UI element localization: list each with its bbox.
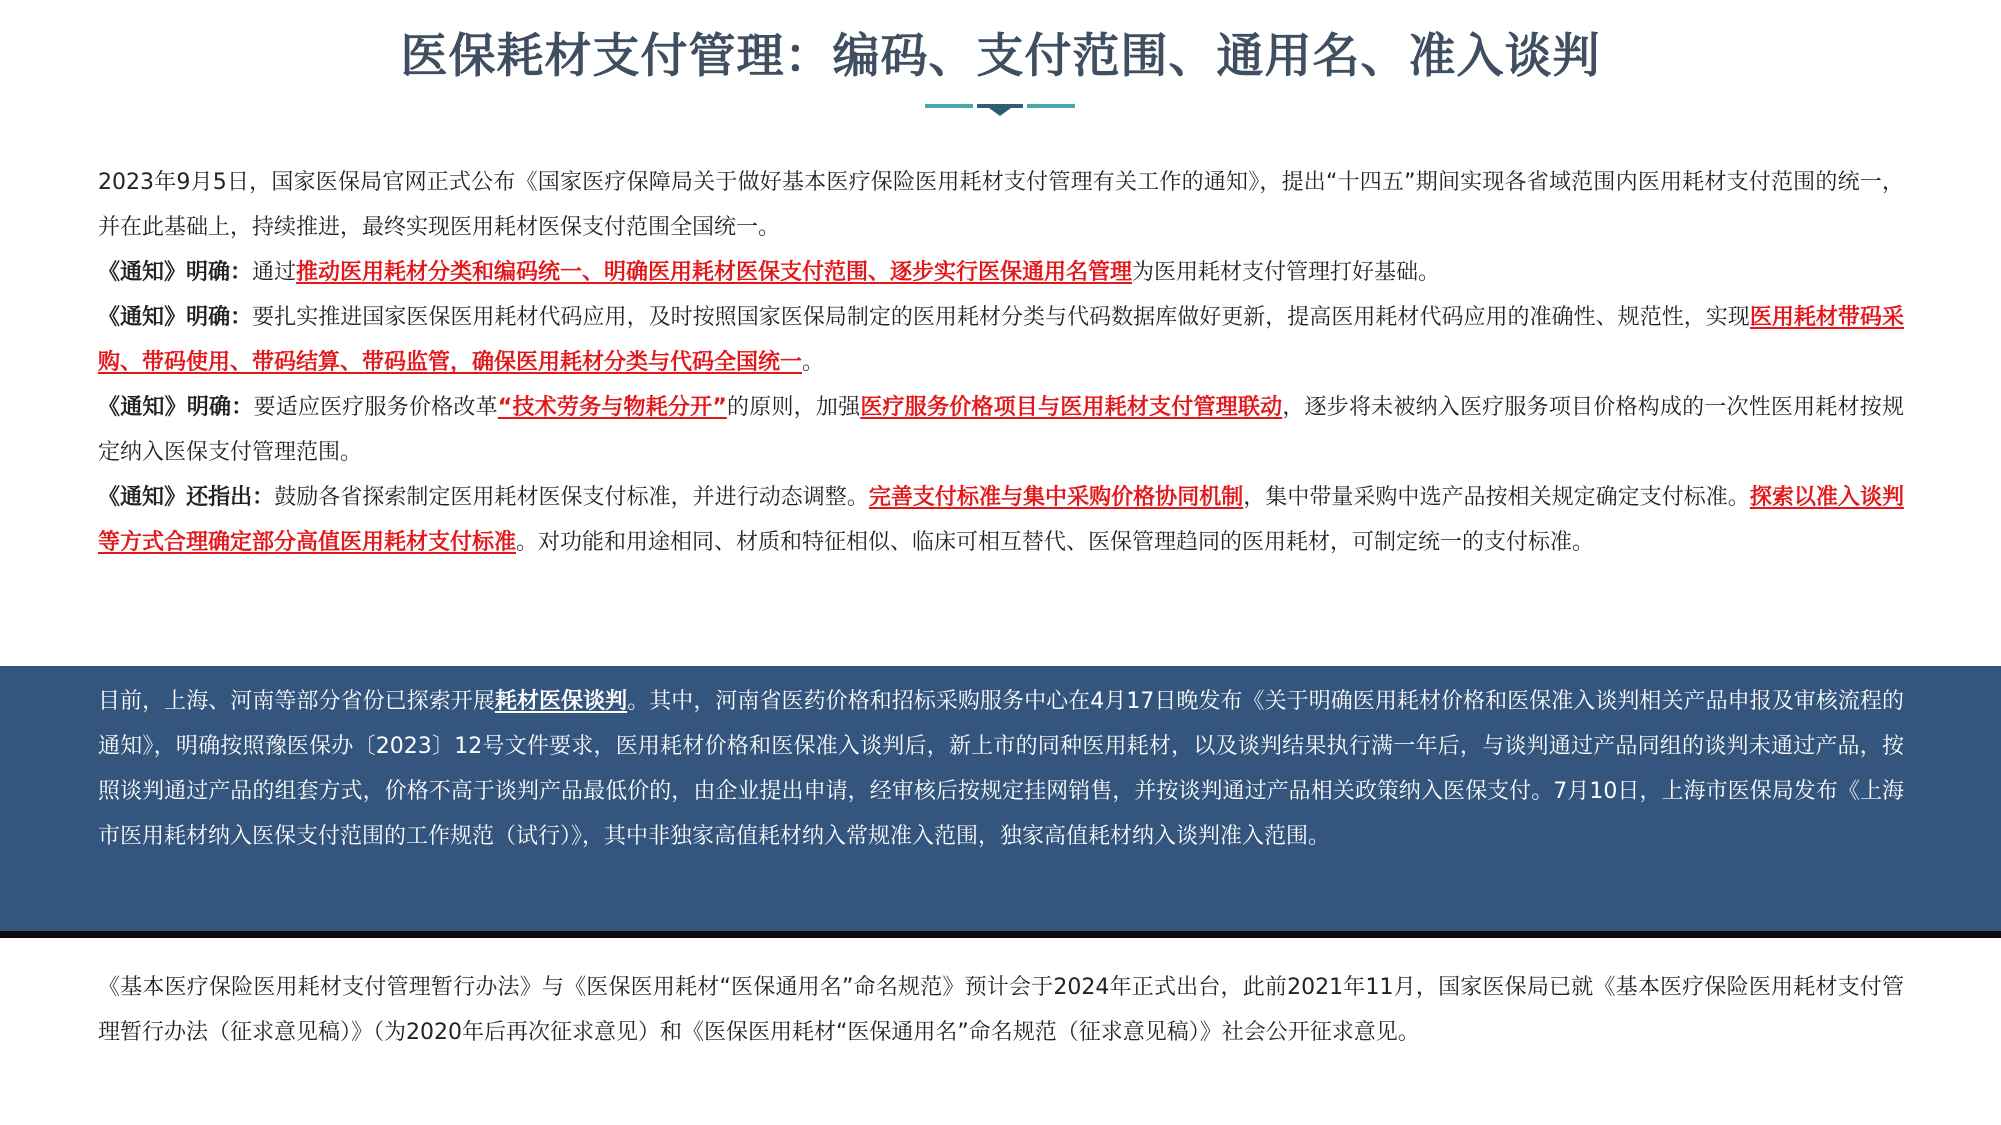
notice-text: 。 — [802, 350, 825, 375]
highlight-text: “技术劳务与物耗分开” — [497, 395, 727, 420]
notice-text: 的原则，加强 — [726, 395, 861, 420]
notice-lead: 《通知》明确： — [98, 395, 254, 420]
highlight-text: 医用耗材带码采购、带码使用、带码结算、带码监管，确保医用耗材分类与代码全国统一 — [98, 305, 1904, 375]
highlight-text: 完善支付标准与集中采购价格协同机制 — [868, 485, 1244, 510]
notice-lead: 《通知》还指出： — [98, 485, 275, 510]
notice-paragraph-3 — [98, 385, 1904, 475]
notice-text: 鼓励各省探索制定医用耗材医保支付标准，并进行动态调整。 — [274, 485, 869, 510]
notice-paragraph-2 — [98, 295, 1904, 385]
notice-paragraph-4 — [98, 475, 1904, 565]
band-paragraph — [98, 679, 1904, 859]
band-text: 目前，上海、河南等部分省份已探索开展 — [98, 689, 495, 714]
page-title: 医保耗材支付管理：编码、支付范围、通用名、准入谈判 — [400, 29, 1601, 84]
footer-paragraph: 《基本医疗保险医用耗材支付管理暂行办法》与《医保医用耗材“医保通用名”命名规范》预计会于2024年正式出台，此前2021年11月，国家医保局已就《基本医疗保险医用耗材支付管理暂行办法（征求意见稿）》（为2020年后再次征求意见）和《医保医用耗材“医保通用名”命名规范（征求意见稿）》社会公开征求意见。 — [98, 975, 1904, 1045]
notice-text: 通过 — [252, 260, 297, 285]
highlight-text: 医疗服务价格项目与医用耗材支付管理联动 — [860, 395, 1283, 420]
notice-text: 。对功能和用途相同、材质和特征相似、临床可相互替代、医保管理趋同的医用耗材，可制定统一的支付标准。 — [516, 530, 1595, 555]
notice-lead: 《通知》明确： — [98, 260, 253, 285]
intro-paragraph: 2023年9月5日，国家医保局官网正式公布《国家医疗保障局关于做好基本医疗保险医用耗材支付管理有关工作的通知》，提出“十四五”期间实现各省域范围内医用耗材支付范围的统一，并在此基础上，持续推进，最终实现医用耗材医保支付范围全国统一。 — [98, 170, 1904, 240]
notice-text: 要适应医疗服务价格改革 — [253, 395, 498, 420]
highlight-text: 探索以准入谈判等方式合理确定部分高值医用耗材支付标准 — [98, 485, 1904, 555]
band-highlight-text: 耗材医保谈判 — [494, 689, 628, 714]
band-text: 。其中，河南省医药价格和招标采购服务中心在4月17日晚发布《关于明确医用耗材价格和医保准入谈判相关产品申报及审核流程的通知》，明确按照豫医保办〔2023〕12号文件要求，医用耗材价格和医保准入谈判后，新上市的同种医用耗材，以及谈判结果执行满一年后，与谈判通过产品同组的谈判未通过产品，按照谈判通过产品的组套方式，价格不高于谈判产品最低价的，由企业提出申请，经审核后按规定挂网销售，并按谈判通过产品相关政策纳入医保支付。7月10日，上海市医保局发布《上海市医用耗材纳入医保支付范围的工作规范（试行）》，其中非独家高值耗材纳入常规准入范围，独家高值耗材纳入谈判准入范围。 — [98, 689, 1904, 849]
notice-text: ，集中带量采购中选产品按相关规定确定支付标准。 — [1243, 485, 1750, 510]
notice-lead: 《通知》明确： — [98, 305, 253, 330]
notice-paragraph-1 — [98, 250, 1904, 295]
highlight-text: 推动医用耗材分类和编码统一、明确医用耗材医保支付范围、逐步实行医保通用名管理 — [296, 260, 1133, 285]
title-divider-decoration — [925, 102, 1075, 118]
notice-text: ，逐步将未被纳入医疗服务项目价格构成的一次性医用耗材按规定纳入医保支付管理范围。 — [98, 395, 1904, 465]
highlight-band — [0, 666, 2001, 931]
notice-text: 为医用耗材支付管理打好基础。 — [1132, 260, 1441, 285]
notice-text: 要扎实推进国家医保医用耗材代码应用，及时按照国家医保局制定的医用耗材分类与代码数据库做好更新，提高医用耗材代码应用的准确性、规范性，实现 — [252, 305, 1750, 330]
band-bottom-bar — [0, 931, 2001, 938]
